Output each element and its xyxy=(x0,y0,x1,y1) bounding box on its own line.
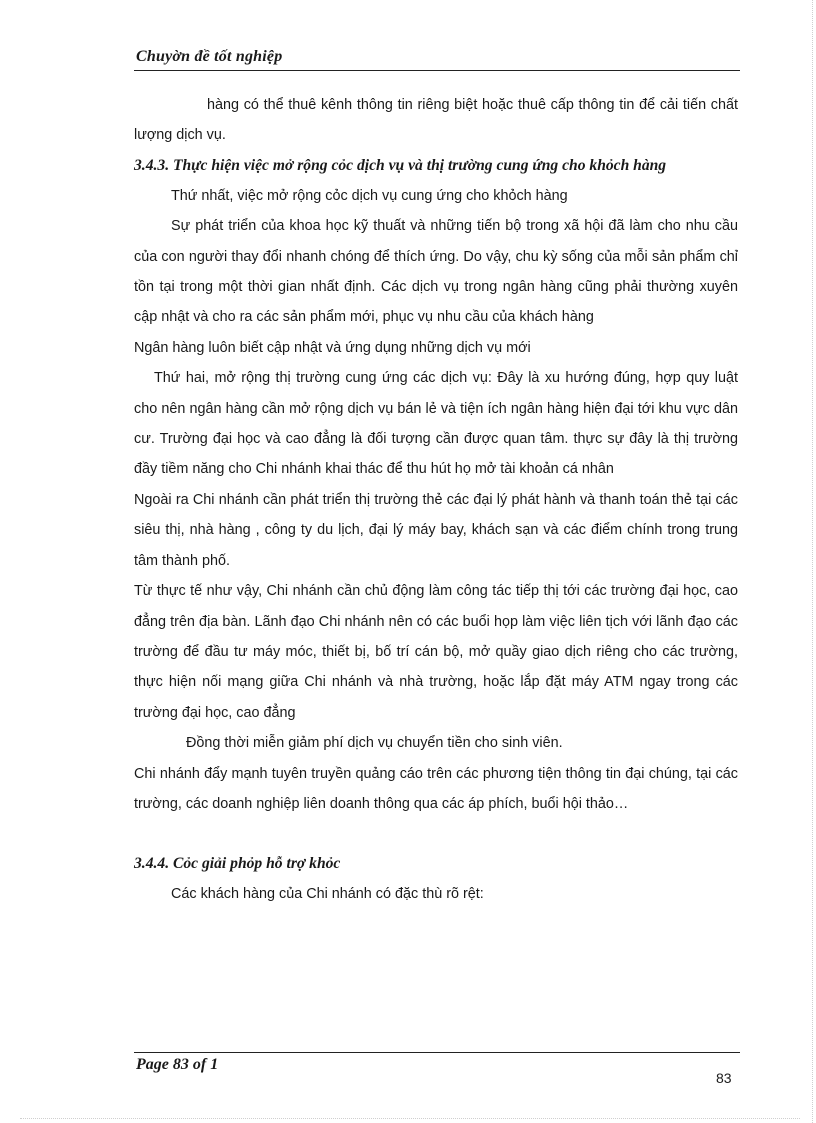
paragraph: Ngân hàng luôn biết cập nhật và ứng dụng những dịch vụ mới xyxy=(134,339,531,356)
paragraph: Thứ hai, mở rộng thị trường cung ứng các dịch vụ: Đây là xu hướng đúng, hợp quy luật cho nên ngân hàng cần mở rộng dịch vụ bán lẻ và tiện ích ngân hàng hiện đại tới khu vực dân cư. Trường đại học và cao đẳng là đối tượng cần được quan tâm. thực sự đây là thị trường đầy tiềm năng cho Chi nhánh khai thác để thu hút họ mở tài khoản cá nhân xyxy=(134,370,738,478)
paragraph: Sự phát triển của khoa học kỹ thuất và những tiến bộ trong xã hội đã làm cho nhu cầu của con người thay đổi nhanh chóng để thích ứng. Do vậy, chu kỳ sống của mỗi sản phẩm chỉ tồn tại trong một thời gian nhất định. Các dịch vụ trong ngân hàng cũng phải thường xuyên cập nhật và cho ra các sản phẩm mới, phục vụ nhu cầu của khách hàng xyxy=(134,218,738,326)
paragraph: Chi nhánh đẩy mạnh tuyên truyền quảng cáo trên các phương tiện thông tin đại chúng, tại các trường, các doanh nghiệp liên doanh thông qua các áp phích, buổi hội thảo… xyxy=(134,765,738,812)
paragraph: Thứ nhất, việc mở rộng cỏc dịch vụ cung ứng cho khỏch hàng xyxy=(171,187,568,204)
section-heading: 3.4.3. Thực hiện việc mở rộng cỏc dịch vụ và thị trường cung ứng cho khỏch hàng xyxy=(134,156,667,174)
page-border-bottom xyxy=(20,1118,800,1119)
footer-page-label: Page 83 of 1 xyxy=(136,1056,219,1073)
header-rule xyxy=(134,70,740,71)
page-border-right xyxy=(812,0,813,1123)
paragraph: Từ thực tế như vậy, Chi nhánh cần chủ động làm công tác tiếp thị tới các trường đại học, cao đẳng trên địa bàn. Lãnh đạo Chi nhánh nên có các buổi họp làm việc liên tịch với lãnh đạo các trường để đầu tư máy móc, thiết bị, bố trí cán bộ, mở quầy giao dịch riêng cho các trường, thực hiện nối mạng giữa Chi nhánh và nhà trường, hoặc lắp đặt máy ATM ngay trong các trường đại học, cao đẳng xyxy=(134,583,738,721)
header-title: Chuyờn đề tốt nghiệp xyxy=(136,48,283,65)
page-number: 83 xyxy=(716,1070,732,1086)
paragraph: hàng có thể thuê kênh thông tin riêng biệt hoặc thuê cấp thông tin để cải tiến chất lượng dịch vụ. xyxy=(134,97,738,144)
paragraph: Đồng thời miễn giảm phí dịch vụ chuyển tiền cho sinh viên. xyxy=(186,735,563,752)
paragraph: Ngoài ra Chi nhánh cần phát triển thị trường thẻ các đại lý phát hành và thanh toán thẻ tại các siêu thị, nhà hàng , công ty du lịch, đại lý máy bay, khách sạn và các điểm chính trong trung tâm thành phố. xyxy=(134,491,738,569)
body-text xyxy=(134,90,738,910)
footer-rule xyxy=(134,1052,740,1053)
paragraph: Các khách hàng của Chi nhánh có đặc thù rõ rệt: xyxy=(171,886,484,903)
section-heading: 3.4.4. Cỏc giải phỏp hỗ trợ khỏc xyxy=(134,855,341,873)
blank-line xyxy=(134,819,738,849)
